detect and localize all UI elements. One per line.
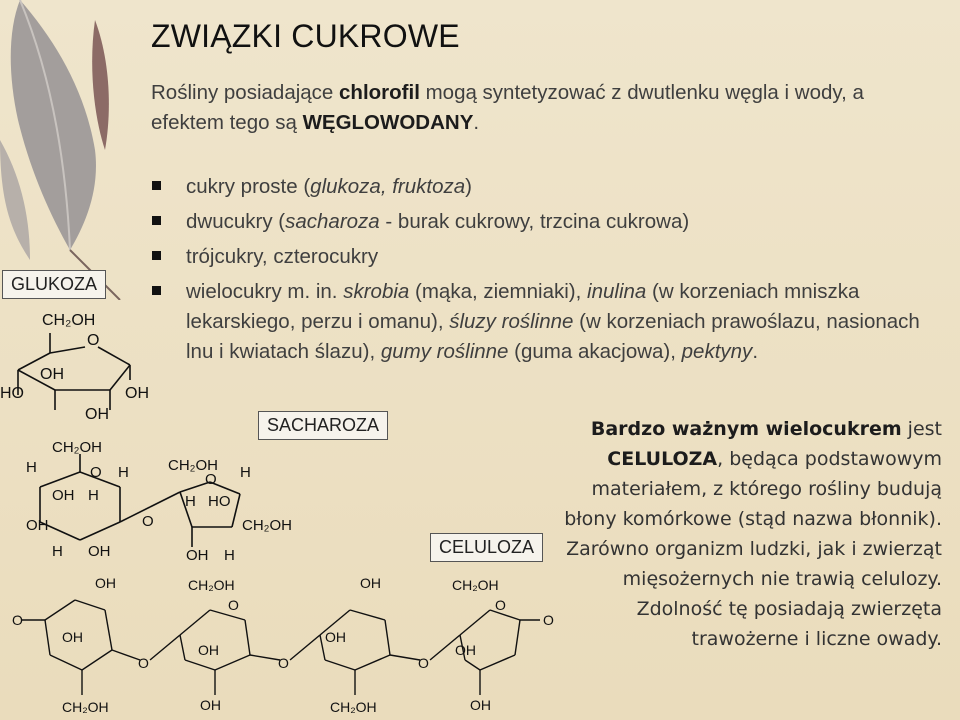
cellulose-atom-o: O xyxy=(12,612,23,628)
bullet-square-icon xyxy=(152,216,161,225)
bullet-text: (guma akacjowa), xyxy=(508,340,682,363)
bullet-italic: inulina xyxy=(587,280,647,303)
sucrose-atom-h2: H xyxy=(118,464,129,481)
intro-bold-chlorofil: chlorofil xyxy=(339,81,420,104)
glucose-atom-oh3: OH xyxy=(85,406,109,423)
cellulose-atom-ch2oh: CH₂OH xyxy=(188,577,235,593)
bullet-italic: śluzy roślinne xyxy=(449,310,574,333)
cellulose-atom-ch2oh: CH₂OH xyxy=(330,699,377,715)
cellulose-structure xyxy=(0,570,565,720)
intro-text-3: . xyxy=(473,111,480,134)
sugar-bullet-list xyxy=(151,172,941,372)
cellulose-atom-oh: OH xyxy=(62,629,83,645)
bullet-square-icon xyxy=(152,251,161,260)
bullet-tri-tetrasaccharides xyxy=(151,242,941,272)
cellulose-atom-oh: OH xyxy=(198,642,219,658)
bullet-text: wielocukry m. in. xyxy=(186,280,344,303)
sucrose-atom-o-bridge: O xyxy=(142,513,154,530)
sucrose-atom-oh-c: OH xyxy=(88,543,111,560)
cellulose-bold-1: Bardzo ważnym wielocukrem xyxy=(590,418,902,440)
bullet-italic: skrobia xyxy=(343,280,410,303)
cellulose-atom-o: O xyxy=(495,597,506,613)
sucrose-atom-h4: H xyxy=(52,543,63,560)
sucrose-atom-oh-d: OH xyxy=(186,547,209,564)
cellulose-atom-o: O xyxy=(418,655,429,671)
intro-text-2: mogą syntetyzować z dwutlenku węgla i wody, a efektem tego są xyxy=(151,81,864,134)
cellulose-text-2: , będąca podstawowym materiałem, z którego rośliny budują błony komórkowe (stąd nazwa błonnik). Zarówno organizm ludzki, jak i zwierząt mięsożernych nie trawią celulozy. Zdolność tę posiadają zwierzęta trawożerne i liczne owady. xyxy=(564,448,942,650)
bullet-italic: pektyny xyxy=(681,340,753,363)
bullet-disaccharides xyxy=(151,207,941,237)
intro-text-1: Rośliny posiadające xyxy=(151,81,340,104)
sucrose-atom-ch2oh-b: CH₂OH xyxy=(168,457,218,474)
sucrose-atom-ch2oh-a: CH₂OH xyxy=(52,439,102,456)
glucose-structure xyxy=(0,305,150,430)
cellulose-atom-o: O xyxy=(138,655,149,671)
sucrose-atom-h6: H xyxy=(185,493,196,510)
bullet-italic: sacharoza xyxy=(285,210,380,233)
cellulose-atom-oh: OH xyxy=(470,697,491,713)
sucrose-structure xyxy=(0,432,300,572)
sucrose-atom-oh-b: OH xyxy=(26,517,49,534)
leaf-decoration-icon xyxy=(0,0,150,300)
bullet-text: (w korzeniach prawoślazu, nasionach lnu i kwiatach ślazu), xyxy=(186,310,920,363)
cellulose-atom-oh: OH xyxy=(95,575,116,591)
bullet-text: . xyxy=(752,340,759,363)
cellulose-atom-oh: OH xyxy=(325,629,346,645)
sucrose-atom-o1: O xyxy=(90,464,102,481)
cellulose-atom-ch2oh: CH₂OH xyxy=(62,699,109,715)
intro-bold-weglowodany: WĘGLOWODANY xyxy=(302,111,474,134)
cellulose-text-1: jest xyxy=(901,418,942,440)
sucrose-atom-h1: H xyxy=(26,459,37,476)
bullet-italic: glukoza, fruktoza xyxy=(310,175,466,198)
bullet-text: (w korzeniach mniszka lekarskiego, perzu i omanu), xyxy=(186,280,860,333)
cellulose-atom-ch2oh: CH₂OH xyxy=(452,577,499,593)
sacharoza-label: SACHAROZA xyxy=(258,411,388,440)
glukoza-label: GLUKOZA xyxy=(2,270,106,299)
sucrose-atom-h5: H xyxy=(240,464,251,481)
cellulose-atom-o: O xyxy=(543,612,554,628)
bullet-italic: gumy roślinne xyxy=(380,340,509,363)
cellulose-description xyxy=(562,414,942,654)
cellulose-atom-o: O xyxy=(228,597,239,613)
sucrose-atom-h3: H xyxy=(88,487,99,504)
sucrose-atom-o2: O xyxy=(205,471,217,488)
glucose-atom-ch2oh: CH₂OH xyxy=(42,312,96,329)
sucrose-atom-oh-a: OH xyxy=(52,487,75,504)
intro-paragraph xyxy=(151,78,941,138)
cellulose-atom-oh: OH xyxy=(360,575,381,591)
glucose-atom-o: O xyxy=(87,332,100,349)
bullet-text: - burak cukrowy, trzcina cukrowa) xyxy=(379,210,690,233)
bullet-square-icon xyxy=(152,181,161,190)
celuloza-label: CELULOZA xyxy=(430,533,543,562)
sucrose-atom-ho: HO xyxy=(208,493,231,510)
bullet-text: (mąka, ziemniaki), xyxy=(409,280,588,303)
sucrose-atom-h7: H xyxy=(224,547,235,564)
cellulose-bold-2: CELULOZA xyxy=(607,448,718,470)
sucrose-atom-ch2oh-c: CH₂OH xyxy=(242,517,292,534)
bullet-text: trójcukry, czterocukry xyxy=(186,245,379,268)
bullet-simple-sugars xyxy=(151,172,941,202)
cellulose-atom-o: O xyxy=(278,655,289,671)
cellulose-atom-oh: OH xyxy=(200,697,221,713)
bullet-text: cukry proste ( xyxy=(186,175,311,198)
bullet-square-icon xyxy=(152,286,161,295)
bullet-polysaccharides xyxy=(151,277,941,367)
glucose-atom-ho: HO xyxy=(0,385,24,402)
glucose-atom-oh2: OH xyxy=(125,385,149,402)
bullet-text: ) xyxy=(465,175,472,198)
glucose-atom-oh1: OH xyxy=(40,366,64,383)
bullet-text: dwucukry ( xyxy=(186,210,286,233)
page-title: ZWIĄZKI CUKROWE xyxy=(151,18,460,54)
cellulose-atom-oh: OH xyxy=(455,642,476,658)
